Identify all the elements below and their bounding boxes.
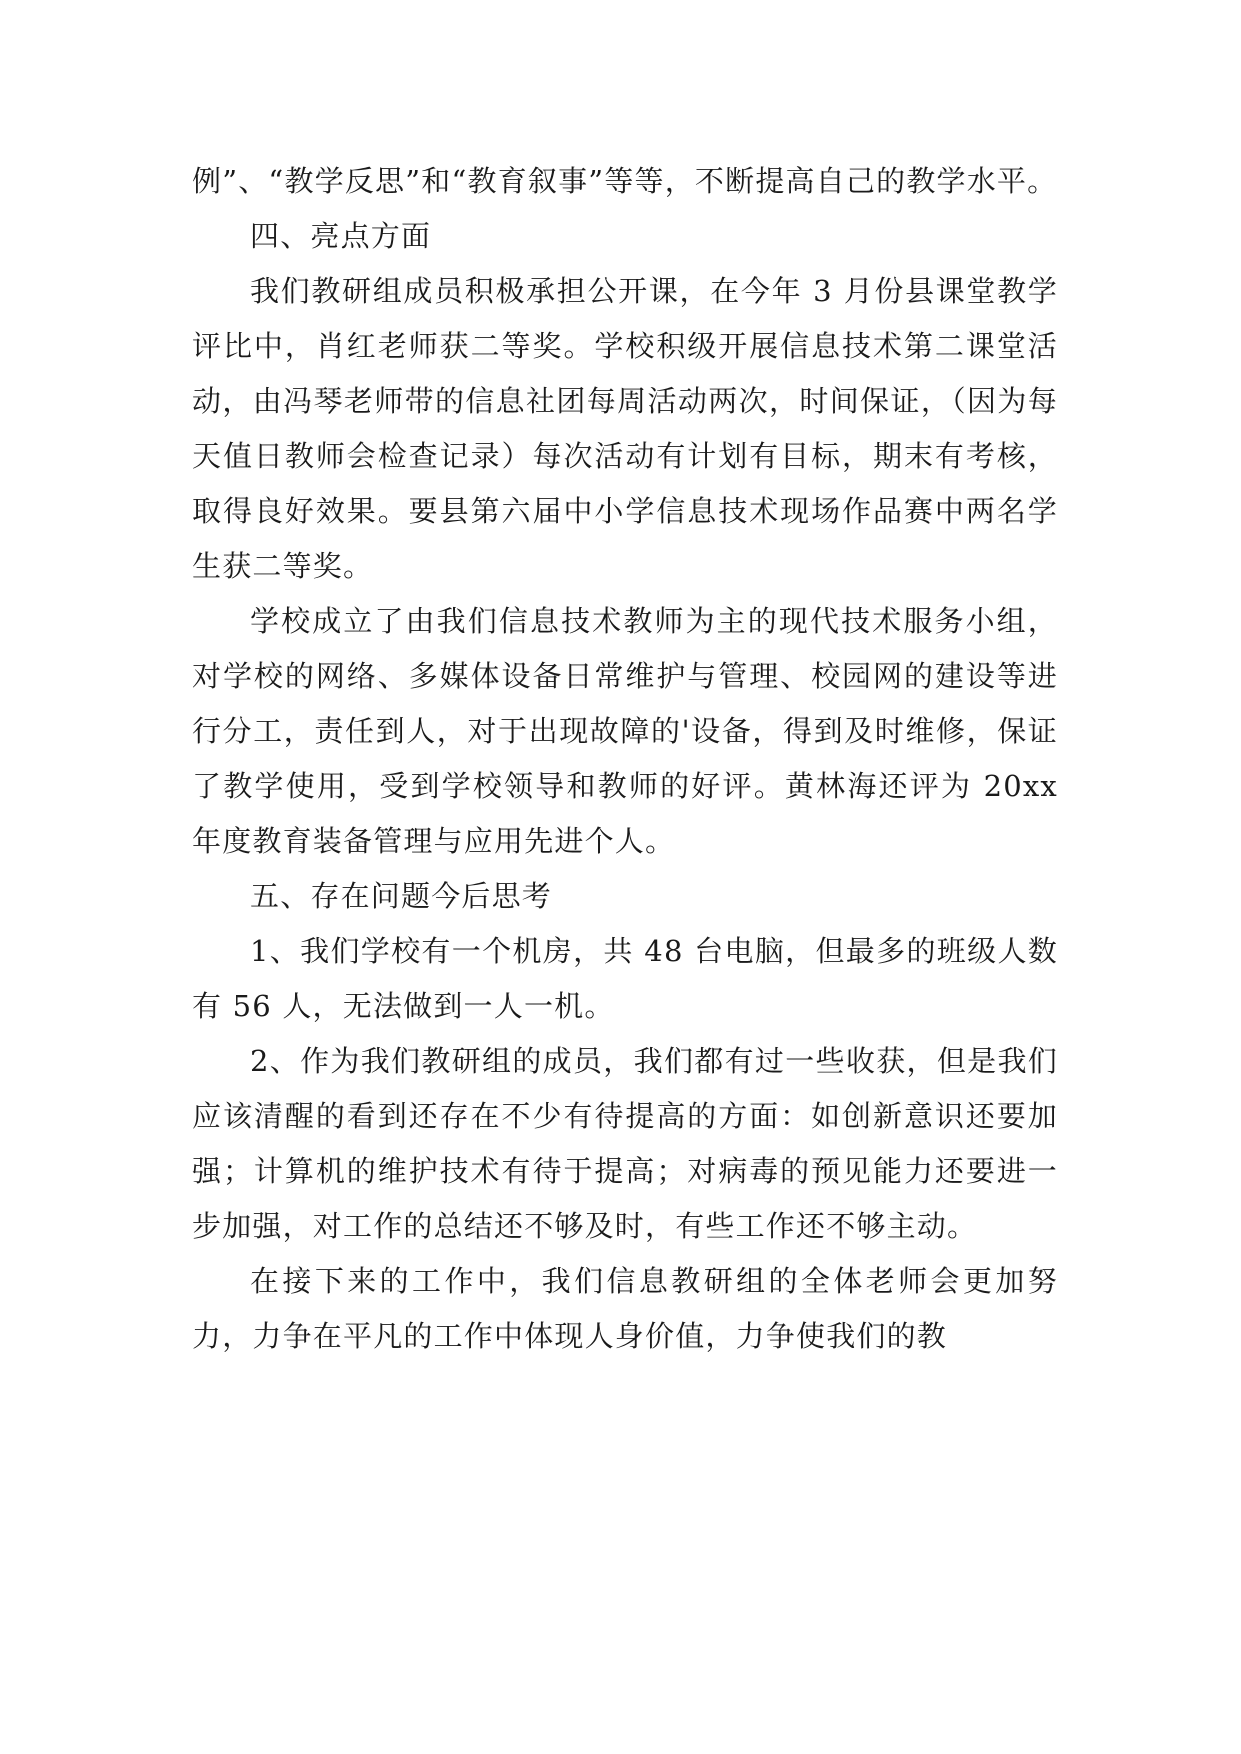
paragraph-computer-lab: 1、我们学校有一个机房，共 48 台电脑，但最多的班级人数有 56 人，无法做到一人一机。 (192, 934, 1058, 1023)
paragraph-public-lessons: 我们教研组成员积极承担公开课，在今年 3 月份县课堂教学评比中，肖红老师获二等奖。学校积级开展信息技术第二课堂活动，由冯琴老师带的信息社团每周活动两次，时间保证，（因为每天值日教师会检查记录）每次活动有计划有目标，期末有考核，取得良好效果。要县第六届中小学信息技术现场作品赛中两名学生获二等奖。 (192, 274, 1058, 583)
section-heading-problems: 五、存在问题今后思考 (250, 879, 553, 913)
paragraph-tech-service-group: 学校成立了由我们信息技术教师为主的现代技术服务小组，对学校的网络、多媒体设备日常维护与管理、校园网的建设等进行分工，责任到人，对于出现故障的'设备，得到及时维修，保证了教学使用，受到学校领导和教师的好评。黄林海还评为 20xx 年度教育装备管理与应用先进个人。 (192, 604, 1058, 858)
paragraph-next-steps: 在接下来的工作中，我们信息教研组的全体老师会更加努力，力争在平凡的工作中体现人身价值，力争使我们的教 (192, 1264, 1058, 1353)
paragraph-continuation: 例”、“教学反思”和“教育叙事”等等，不断提高自己的教学水平。 (192, 164, 1058, 198)
paragraph-improvements: 2、作为我们教研组的成员，我们都有过一些收获，但是我们应该清醒的看到还存在不少有待提高的方面：如创新意识还要加强；计算机的维护技术有待于提高；对病毒的预见能力还要进一步加强，对工作的总结还不够及时，有些工作还不够主动。 (192, 1044, 1058, 1243)
document-body (192, 154, 1058, 1364)
section-heading-highlights: 四、亮点方面 (250, 219, 432, 253)
